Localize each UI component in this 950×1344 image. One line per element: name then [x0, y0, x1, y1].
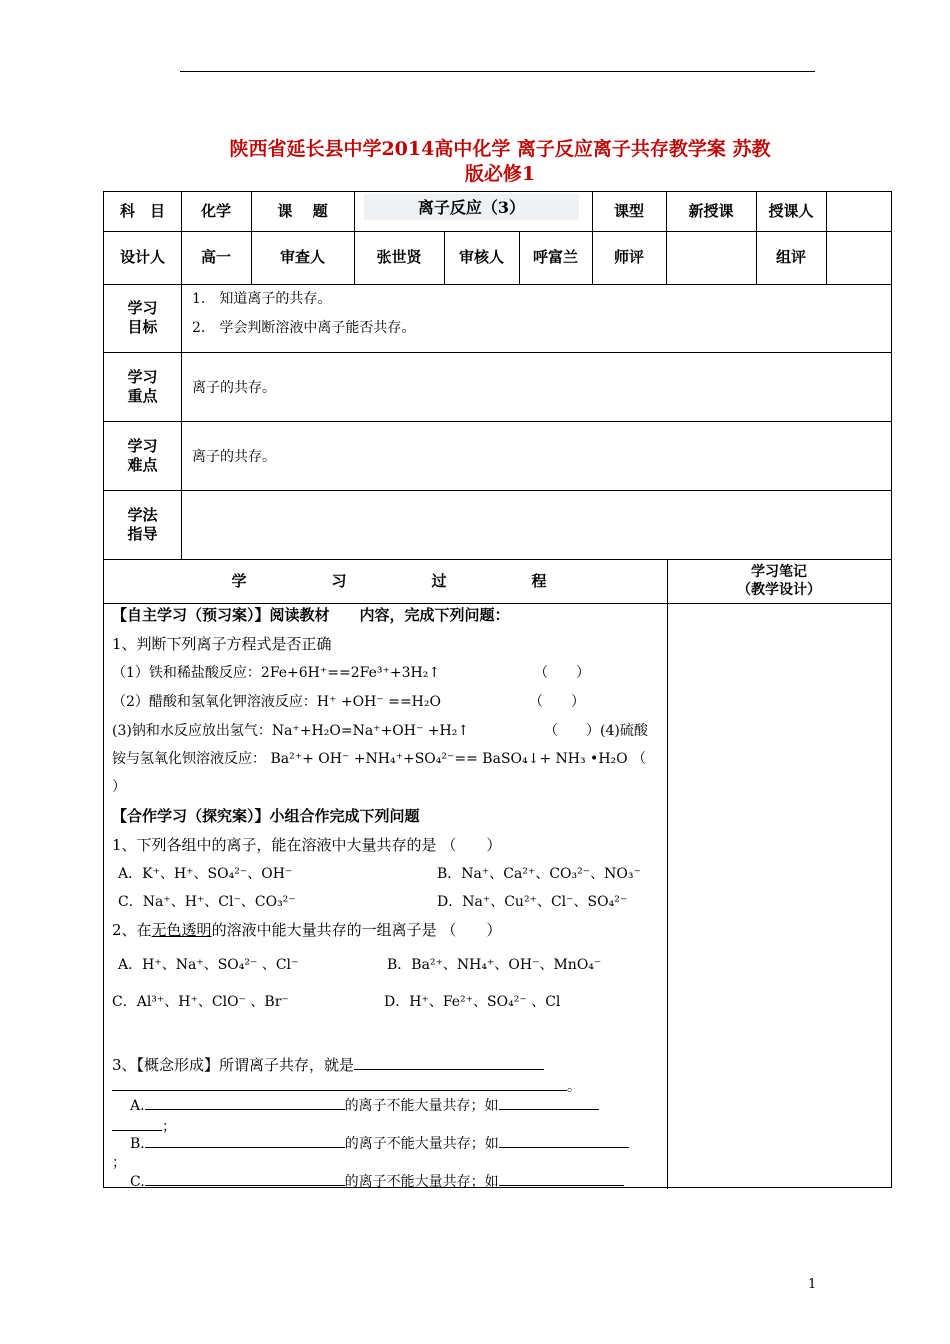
subject-label: 科 目 — [119, 202, 165, 220]
fill-blank[interactable] — [499, 1133, 629, 1148]
process-char-4: 程 — [531, 571, 547, 590]
answer-paren-close: ） — [112, 779, 126, 795]
goal-item-2: 2. 学会判断溶液中离子能否共存。 — [192, 320, 416, 336]
goal-item-1: 1. 知道离子的共存。 — [192, 291, 332, 307]
process-char-3: 过 — [431, 571, 447, 590]
designer-label: 设计人 — [119, 248, 165, 266]
type-value: 新授课 — [688, 202, 734, 220]
answer-paren-2: （ ） — [529, 694, 585, 710]
answer-paren-1: （ ） — [534, 665, 590, 681]
self-study-item-2: （2）醋酸和氢氧化钾溶液反应：H⁺ +OH⁻ ==H₂O — [112, 694, 441, 710]
coop-q3: 3、【概念形成】所谓离子共存，就是 — [112, 1055, 544, 1075]
coop-q1-a: A．K⁺、H⁺、SO₄²⁻、OH⁻ — [118, 866, 293, 882]
fill-blank[interactable] — [112, 1116, 162, 1131]
coop-q1-b: B．Na⁺、Ca²⁺、CO₃²⁻、NO₃⁻ — [437, 866, 641, 882]
coop-heading: 【合作学习（探究案）】小组合作完成下列问题 — [112, 807, 420, 825]
coop-q2-b: B．Ba²⁺、NH₄⁺、OH⁻、MnO₄⁻ — [387, 957, 602, 973]
self-study-heading: 【自主学习（预习案）】阅读教材 内容，完成下列问题： — [112, 606, 510, 624]
fill-blank[interactable] — [499, 1095, 599, 1110]
coop-q1: 1、下列各组中的离子，能在溶液中大量共存的是 （ ） — [112, 836, 502, 854]
topic-value: 离子反应（3） — [364, 194, 579, 220]
concept-b: B. 的离子不能大量共存；如 — [130, 1133, 629, 1154]
coop-q2-a: A．H⁺、Na⁺、SO₄²⁻ 、Cl⁻ — [118, 957, 299, 973]
process-char-2: 习 — [331, 571, 347, 590]
reviewer-label: 审查人 — [279, 248, 325, 266]
coop-q2-d: D．H⁺、Fe²⁺、SO₄²⁻ 、Cl — [384, 994, 561, 1010]
fill-blank[interactable] — [112, 1076, 567, 1091]
coop-q1-c: C．Na⁺、H⁺、Cl⁻、CO₃²⁻ — [118, 894, 296, 910]
fill-blank[interactable] — [145, 1133, 345, 1148]
teacher-label: 授课人 — [768, 202, 814, 220]
reviewer-value: 张世贤 — [376, 248, 422, 266]
topic-label: 课 题 — [277, 202, 328, 220]
concept-b-semi: ； — [112, 1155, 126, 1171]
answer-paren-open: （ — [632, 751, 646, 767]
page-number: 1 — [808, 1277, 817, 1292]
focus-label: 学习 重点 — [127, 367, 158, 405]
concept-a: A. 的离子不能大量共存；如 — [130, 1095, 599, 1116]
type-label: 课型 — [613, 202, 644, 220]
difficulty-text: 离子的共存。 — [192, 449, 276, 465]
lesson-plan-table — [103, 191, 892, 1188]
header-rule — [180, 71, 815, 72]
self-study-item-3b: （ ）(4)硫酸 — [544, 723, 648, 739]
method-label: 学法 指导 — [127, 505, 158, 543]
fill-blank[interactable] — [354, 1055, 544, 1070]
subject-value: 化学 — [200, 202, 231, 220]
self-study-item-4: 铵与氢氧化钡溶液反应： Ba²⁺+ OH⁻ +NH₄⁺+SO₄²⁻== BaSO₄↓+ NH₃ •H₂O — [112, 751, 628, 767]
fill-blank[interactable] — [499, 1171, 624, 1186]
goals-label: 学习 目标 — [127, 299, 158, 336]
teacher-review-label: 师评 — [613, 248, 644, 266]
focus-text: 离子的共存。 — [192, 380, 276, 396]
self-study-q1: 1、判断下列离子方程式是否正确 — [112, 635, 332, 653]
difficulty-label: 学习 难点 — [127, 436, 158, 474]
checker-label: 审核人 — [458, 248, 504, 266]
self-study-item-1: （1）铁和稀盐酸反应：2Fe+6H⁺==2Fe³⁺+3H₂↑ — [112, 665, 441, 681]
process-char-1: 学 — [231, 571, 247, 590]
page-title: 陕西省延长县中学2014高中化学 离子反应离子共存教学案 苏教 版必修1 — [229, 138, 771, 185]
notes-header: 学习笔记 （教学设计） — [737, 564, 821, 598]
checker-value: 呼富兰 — [532, 248, 578, 266]
coop-q3-line2: 。 — [112, 1076, 581, 1097]
concept-a-cont: ； — [112, 1116, 176, 1137]
designer-value: 高一 — [200, 248, 231, 266]
concept-c: C. 的离子不能大量共存；如 — [130, 1171, 624, 1192]
group-review-label: 组评 — [775, 248, 806, 266]
coop-q2: 2、在无色透明的溶液中能大量共存的一组离子是 （ ） — [112, 921, 502, 939]
fill-blank[interactable] — [145, 1171, 345, 1186]
fill-blank[interactable] — [145, 1095, 345, 1110]
coop-q2-c: C．Al³⁺、H⁺、ClO⁻ 、Br⁻ — [112, 994, 289, 1010]
self-study-item-3: (3)钠和水反应放出氢气：Na⁺+H₂O=Na⁺+OH⁻ +H₂↑ — [112, 723, 470, 739]
coop-q1-d: D．Na⁺、Cu²⁺、Cl⁻、SO₄²⁻ — [437, 894, 628, 910]
